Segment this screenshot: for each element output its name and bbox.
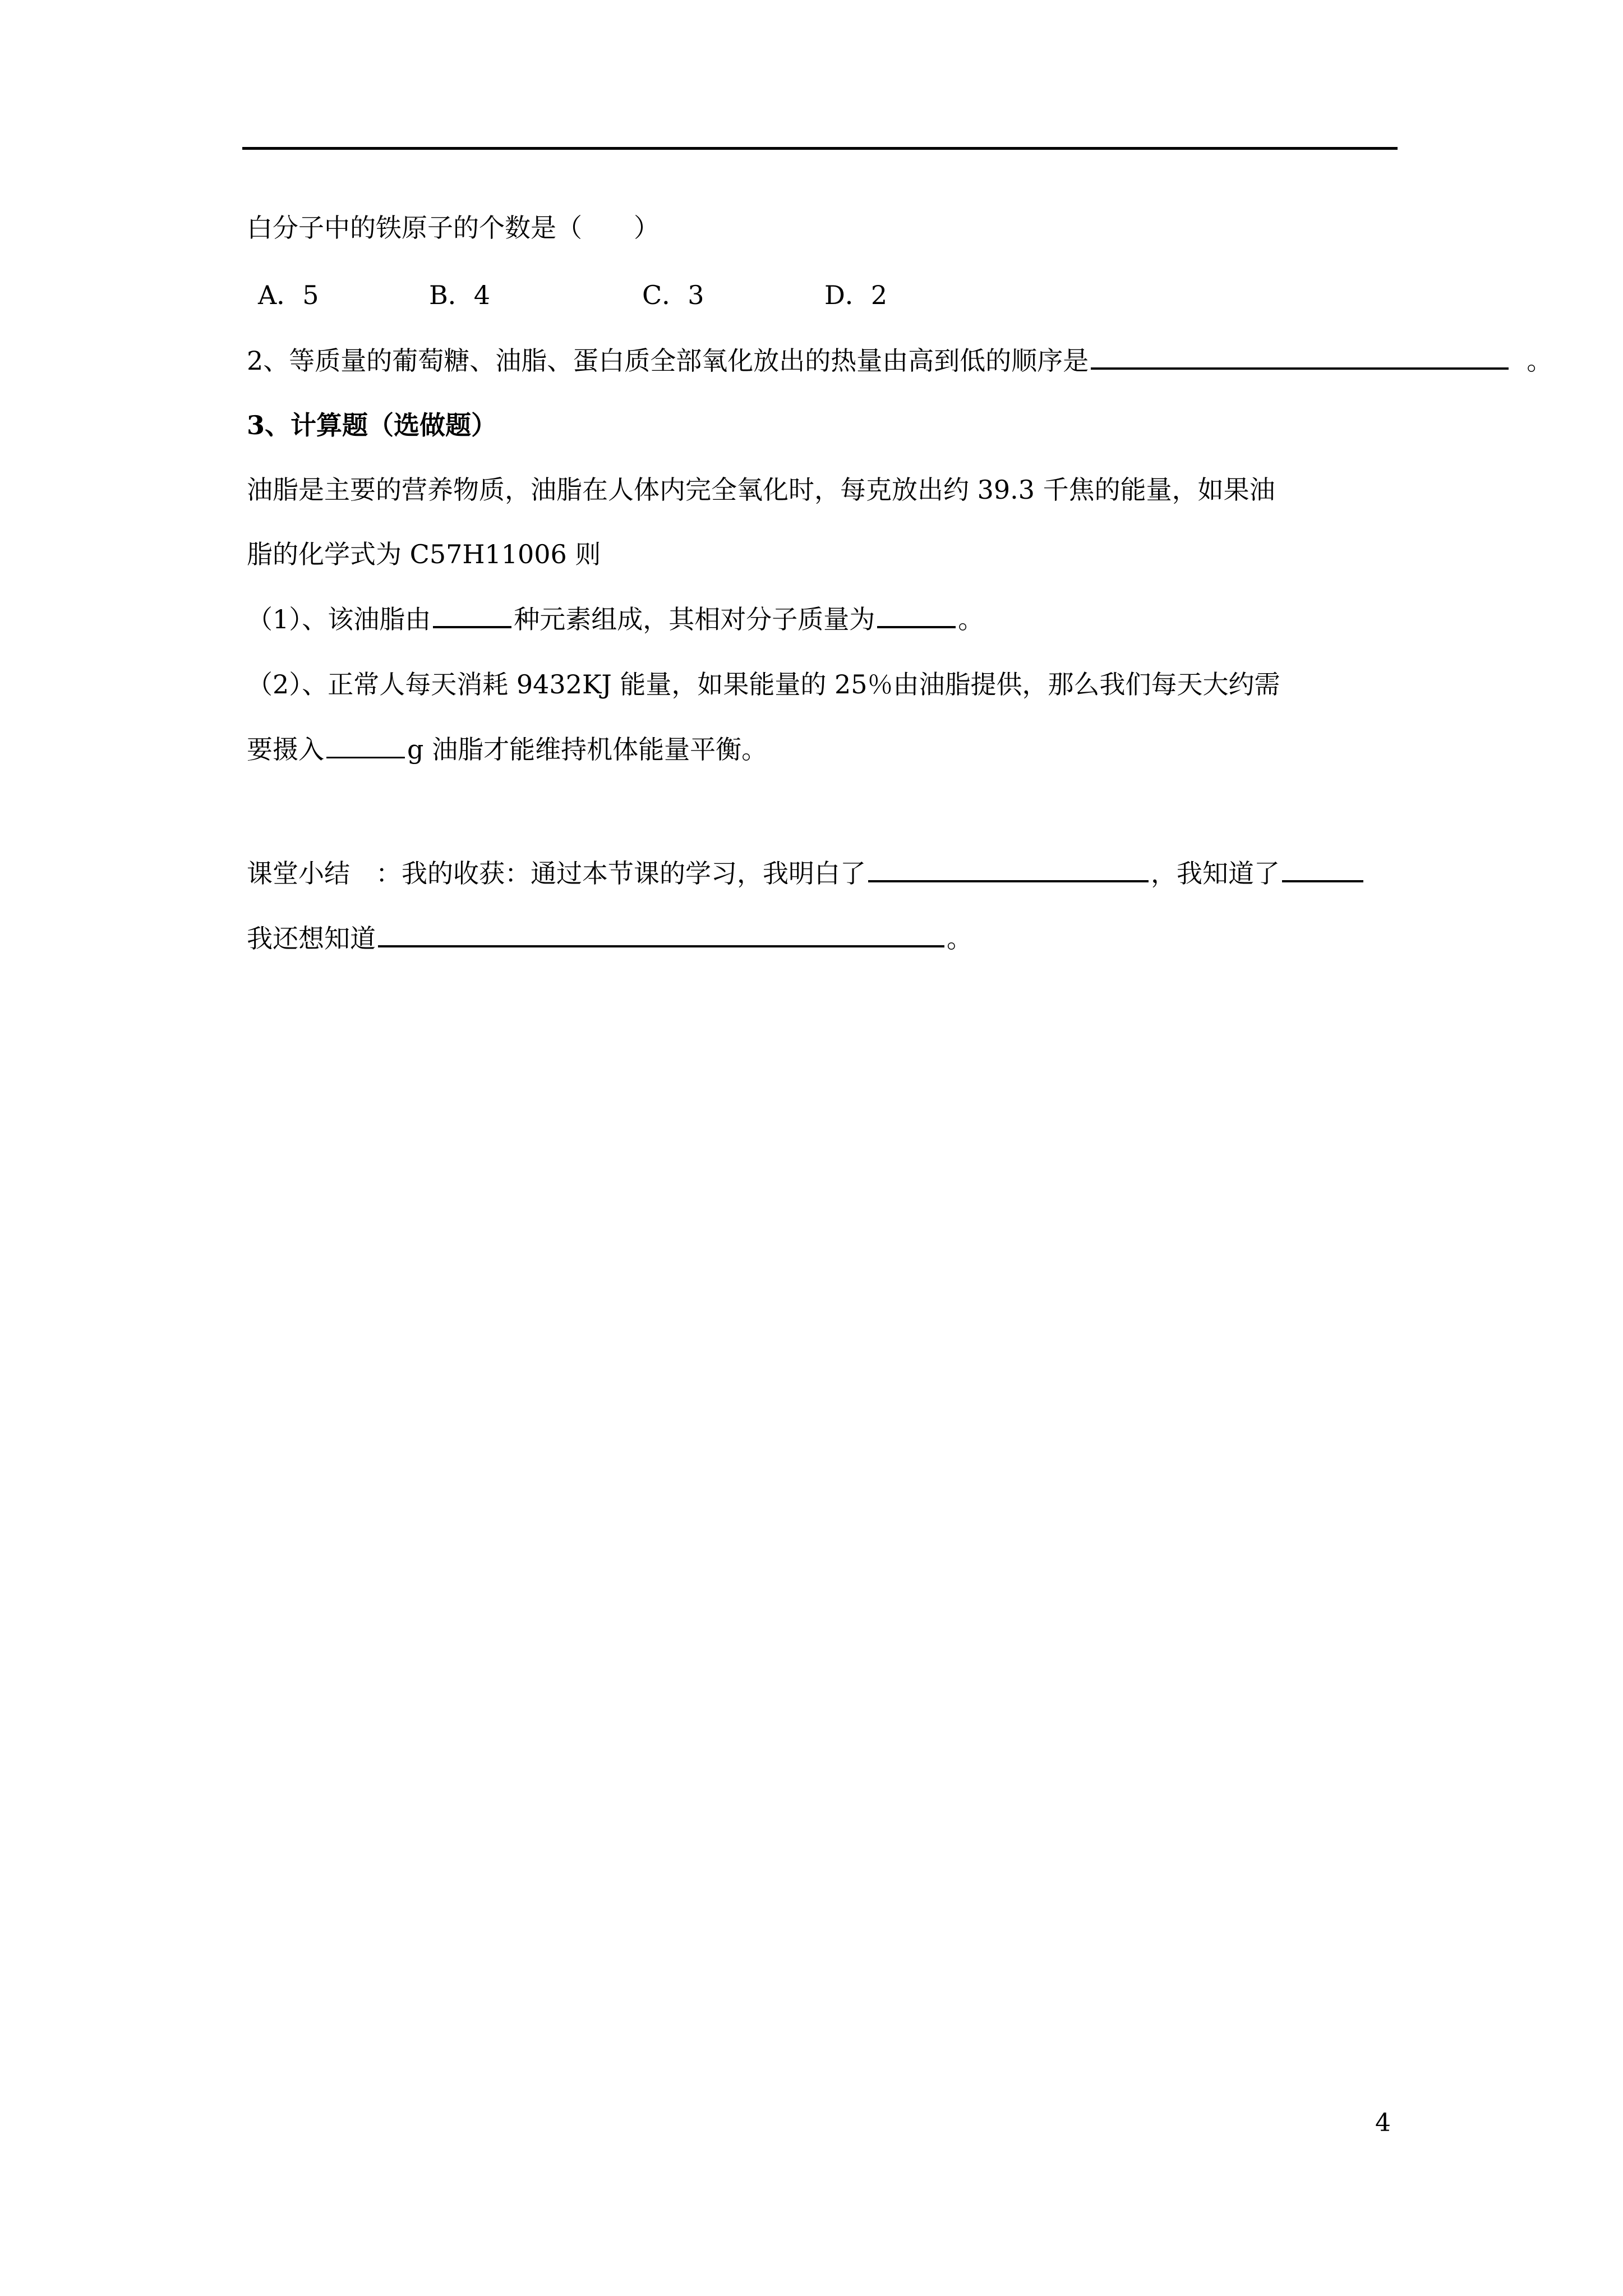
summary-line-2 — [247, 922, 972, 955]
sub-1-text-a: （1）、该油脂由 — [247, 604, 431, 634]
molecular-mass-blank[interactable] — [877, 604, 956, 628]
fat-intake-blank[interactable] — [326, 734, 405, 758]
summary-text-c: 我还想知道 — [247, 923, 376, 954]
question-2-end: 。 — [1527, 346, 1553, 376]
question-3-intro-line-1: 油脂是主要的营养物质，油脂在人体内完全氧化时，每克放出约 39.3 千焦的能量，如果油 — [247, 475, 1275, 505]
option-a: A．5 — [258, 280, 319, 310]
summary-line-1 — [247, 857, 1366, 890]
summary-text-b: ，我知道了 — [1151, 858, 1280, 889]
question-2 — [247, 344, 1552, 378]
sub-2-text-a: 要摄入 — [247, 734, 324, 765]
question-3-intro-line-2: 脂的化学式为 C57H11006 则 — [247, 539, 601, 569]
question-3-heading: 3、计算题（选做题） — [247, 410, 497, 440]
option-d: D．2 — [824, 280, 888, 310]
sub-2-text-b: g 油脂才能维持机体能量平衡。 — [407, 734, 768, 765]
question-3-sub-2-line-1: （2）、正常人每天消耗 9432KJ 能量，如果能量的 25％由油脂提供，那么我们每天大约需 — [247, 669, 1280, 700]
question-3-sub-1 — [247, 602, 984, 636]
option-c: C．3 — [642, 280, 704, 310]
understood-blank[interactable] — [868, 858, 1149, 882]
element-count-blank[interactable] — [433, 604, 511, 628]
question-3-sub-2-line-2 — [247, 733, 767, 766]
option-b: B．4 — [429, 280, 491, 310]
want-to-know-blank[interactable] — [378, 923, 944, 947]
sub-1-text-c: 。 — [958, 604, 984, 634]
question-1-continuation: 白分子中的铁原子的个数是（ ） — [247, 213, 660, 243]
page-number: 4 — [1375, 2109, 1391, 2137]
question-2-text: 2、等质量的葡萄糖、油脂、蛋白质全部氧化放出的热量由高到低的顺序是 — [247, 346, 1089, 376]
sub-1-text-b: 种元素组成，其相对分子质量为 — [514, 604, 875, 634]
learned-blank[interactable] — [1282, 858, 1363, 882]
summary-text-d: 。 — [947, 923, 972, 954]
summary-text-a: 课堂小结 ：我的收获：通过本节课的学习，我明白了 — [247, 858, 866, 889]
question-2-answer-blank[interactable] — [1091, 345, 1509, 370]
header-rule — [242, 147, 1398, 150]
